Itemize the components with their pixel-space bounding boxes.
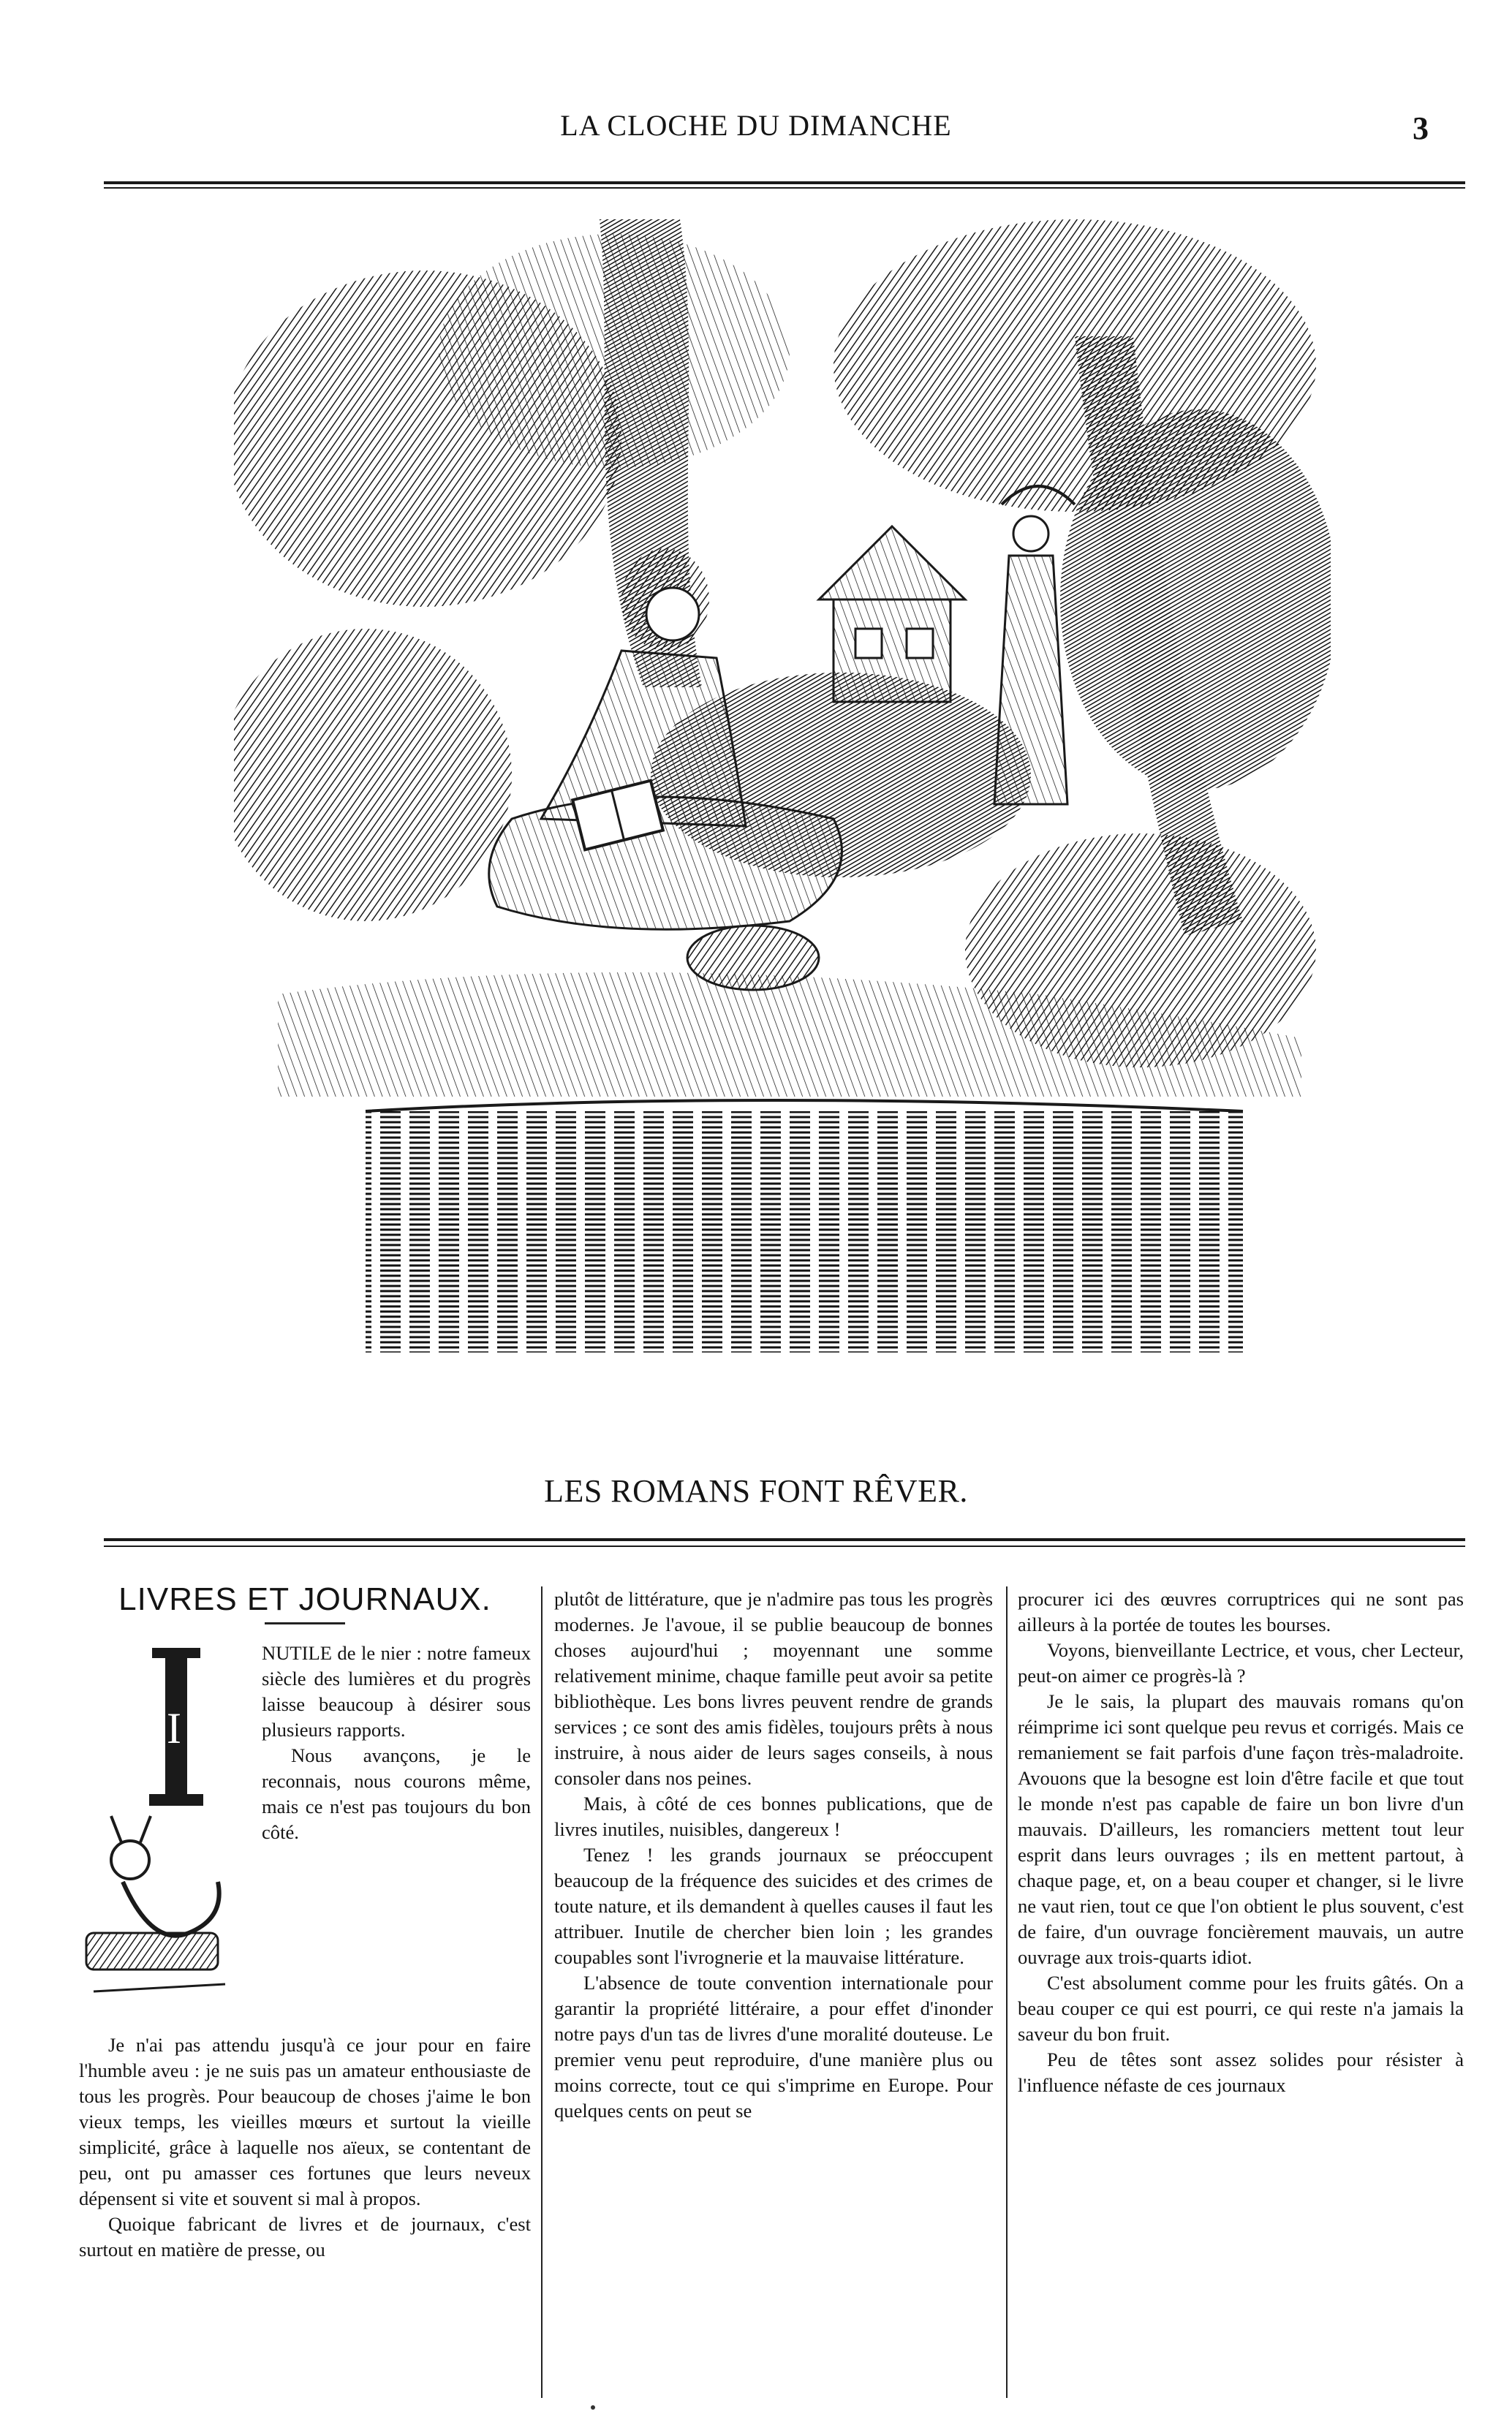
drop-cap-block bbox=[79, 1641, 531, 2032]
engraving-illustration bbox=[234, 219, 1331, 1455]
column-separator bbox=[1006, 1586, 1008, 2398]
drop-cap-letter: I bbox=[167, 1704, 181, 1752]
article-paragraph: C'est absolument comme pour les fruits gâtés. On a beau couper ce qui est pourri, ce qui reste n'a jamais la saveur du bon fruit. bbox=[1018, 1972, 1464, 2045]
header-rule-thick bbox=[104, 181, 1465, 184]
running-title: LA CLOCHE DU DIMANCHE bbox=[560, 109, 952, 142]
article-paragraph: Mais, à côté de ces bonnes publications, que de livres inutiles, nuisibles, dangereux ! bbox=[554, 1793, 993, 1840]
caption-rule-thin bbox=[104, 1546, 1465, 1547]
article-paragraph: L'absence de toute convention internationale pour garantir la propriété littéraire, a pour effet d'inonder notre pays d'un tas de livres d'une moralité douteuse. Le premier venu peut reproduire, d'une manière plus ou moins correcte, tout ce qui s'imprime en Europe. Pour quelques cents on peut se bbox=[554, 1972, 993, 2122]
drop-cap-wrapped-text bbox=[262, 1641, 531, 1845]
illustration-caption: LES ROMANS FONT RÊVER. bbox=[544, 1473, 968, 1509]
article-paragraph: Quoique fabricant de livres et de journaux, c'est surtout en matière de presse, ou bbox=[79, 2213, 531, 2261]
article-paragraph: plutôt de littérature, que je n'admire pas tous les progrès modernes. Je l'avoue, il se publie beaucoup de bonnes choses aujourd'hui ; moyennant une somme relativement minime, chaque famille peut avoir sa petite bibliothèque. Les bons livres peuvent rendre de grands services ; ce sont des amis fidèles, toujours prêts à nous instruire, à nous aider de leurs sages conseils, à nous consoler dans nos peines. bbox=[554, 1588, 993, 1789]
article-column-2 bbox=[554, 1586, 993, 2398]
article-paragraph: Tenez ! les grands journaux se préoccupent beaucoup de la fréquence des suicides et des crimes de toute nature, et ils demandent à quelles causes il faut les attribuer. Inutile de chercher bien loin ; les grandes coupables sont l'ivrognerie et la mauvaise littérature. bbox=[554, 1844, 993, 1968]
caption-rule-thick bbox=[104, 1538, 1465, 1541]
article-paragraph: procurer ici des œuvres corruptrices qui ne sont pas ailleurs à la portée de toutes les bourses. bbox=[1018, 1588, 1464, 1635]
column-separator bbox=[541, 1586, 543, 2398]
article-paragraph: NUTILE de le nier : notre fameux siècle des lumières et du progrès laisse beaucoup à désirer sous plusieurs rapports. bbox=[262, 1642, 531, 1741]
article-column-3 bbox=[1018, 1586, 1464, 2398]
article-paragraph: Voyons, bienveillante Lectrice, et vous, cher Lecteur, peut-on aimer ce progrès-là ? bbox=[1018, 1639, 1464, 1687]
article-column-1 bbox=[79, 1581, 531, 2398]
print-mark bbox=[591, 2405, 595, 2410]
article-paragraph: Nous avançons, je le reconnais, nous courons même, mais ce n'est pas toujours du bon côté. bbox=[262, 1744, 531, 1843]
title-rule bbox=[265, 1622, 345, 1624]
article-paragraph: Peu de têtes sont assez solides pour résister à l'influence néfaste de ces journaux bbox=[1018, 2048, 1464, 2096]
header-rule-thin bbox=[104, 187, 1465, 189]
article-title: LIVRES ET JOURNAUX. bbox=[118, 1581, 491, 1617]
drop-cap-ornament bbox=[79, 1641, 254, 2021]
article-paragraph: Je n'ai pas attendu jusqu'à ce jour pour en faire l'humble aveu : je ne suis pas un amateur enthousiaste de tous les progrès. Pour beaucoup de choses j'aime le bon vieux temps, les vieilles mœurs et surtout la vieille simplicité, grâce à laquelle nos aïeux, se contentant de peu, ont pu amasser ces fortunes que leurs neveux dépensent si vite et souvent si mal à propos. bbox=[79, 2034, 531, 2209]
page-number: 3 bbox=[1413, 110, 1429, 146]
article-paragraph: Je le sais, la plupart des mauvais romans qu'on réimprime ici sont quelque peu revus et corrigés. Mais ce remaniement se fait parfois d'une façon très-maladroite. Avouons que la besogne est loin d'être facile et que tout le monde n'est pas capable de faire un bon livre d'un mauvais. D'ailleurs, les romanciers mettent tout leur esprit dans leurs ouvrages ; ils en mettent partout, à chaque page, et, on a beau couper et changer, si le livre ne vaut rien, tout ce que l'on obtient le plus souvent, c'est de faire, d'un ouvrage foncièrement mauvais, un autre ouvrage aux trois-quarts idiot. bbox=[1018, 1690, 1464, 1968]
